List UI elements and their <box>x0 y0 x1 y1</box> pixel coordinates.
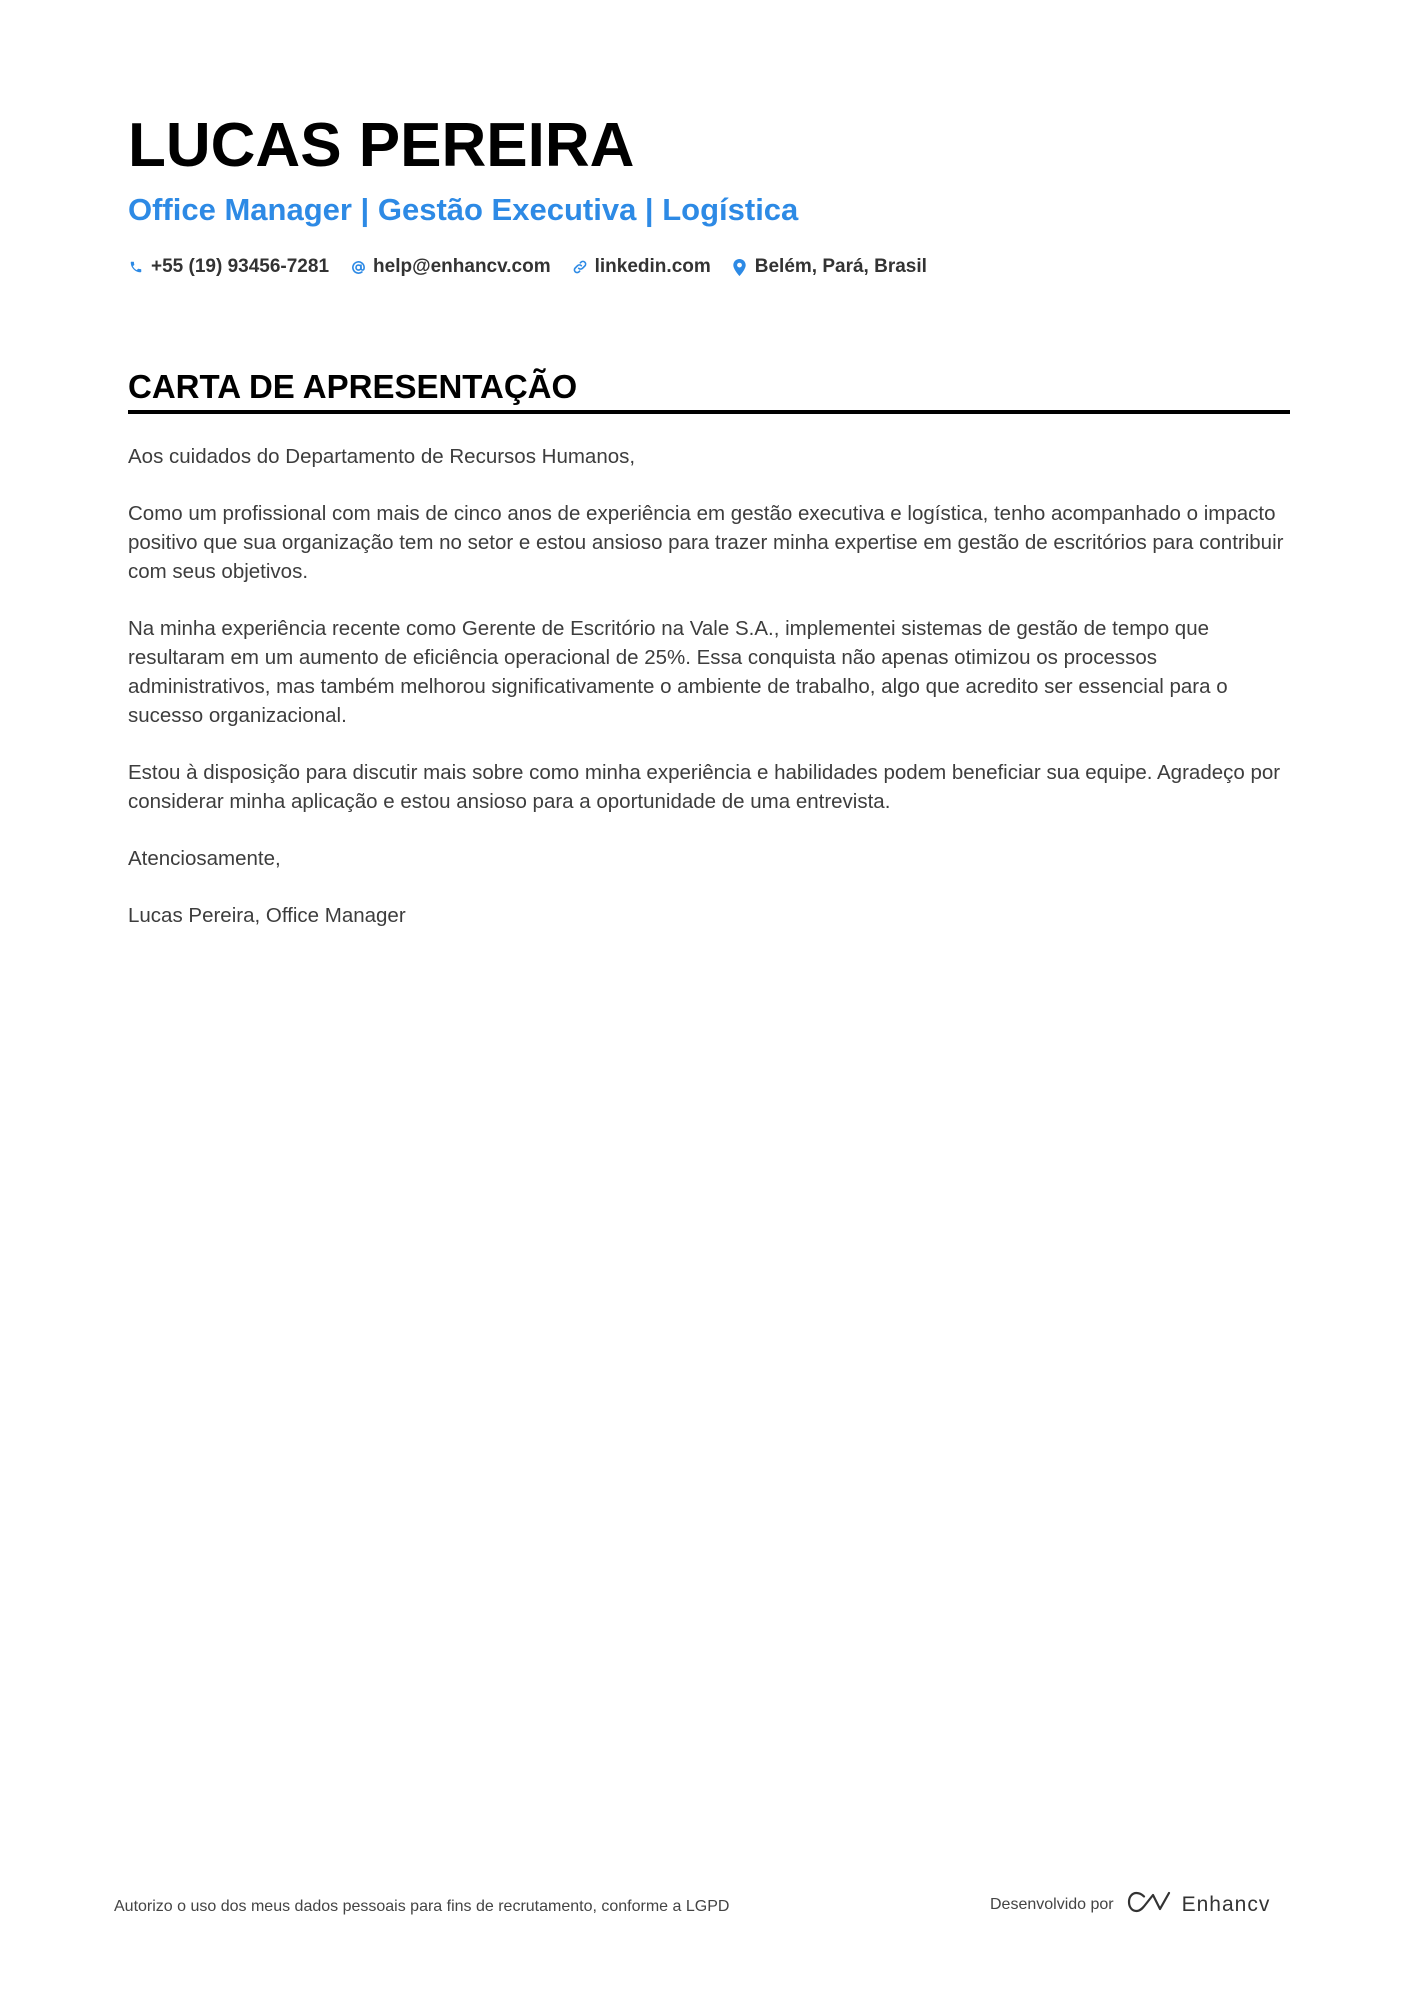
enhancv-logo-icon <box>1126 1890 1172 1919</box>
contact-location-text: Belém, Pará, Brasil <box>754 256 927 277</box>
candidate-headline: Office Manager | Gestão Executiva | Logística <box>128 192 799 227</box>
letter-closing: Atenciosamente, <box>128 847 281 870</box>
location-pin-icon <box>732 258 748 276</box>
consent-note: Autorizo o uso dos meus dados pessoais para fins de recrutamento, conforme a LGPD <box>114 1898 730 1915</box>
letter-paragraph: Na minha experiência recente como Gerente de Escritório na Vale S.A., implementei sistemas de gestão de tempo que resultaram em um aumento de eficiência operacional de 25%. Essa conquista não apenas otimizou os processos administrativos, mas também melhorou significativamente o ambiente de trabalho, algo que acredito ser essencial para o sucesso organizacional. <box>128 617 1228 727</box>
letter-greeting: Aos cuidados do Departamento de Recursos Humanos, <box>128 445 636 468</box>
link-icon <box>572 258 588 276</box>
section-title: CARTA DE APRESENTAÇÃO <box>128 368 578 405</box>
contact-linkedin-text: linkedin.com <box>594 256 711 277</box>
brand-logo <box>1126 1890 1271 1919</box>
section-divider <box>128 410 1290 414</box>
letter-paragraph: Como um profissional com mais de cinco anos de experiência em gestão executiva e logística, tenho acompanhado o impacto positivo que sua organização tem no setor e estou ansioso para trazer minha expertise em gestão de escritórios para contribuir com seus objetivos. <box>128 502 1284 583</box>
phone-icon <box>128 258 144 276</box>
contact-phone <box>128 254 329 280</box>
letter-paragraph: Estou à disposição para discutir mais sobre como minha experiência e habilidades podem beneficiar sua equipe. Agradeço por considerar minha aplicação e estou ansioso para a oportunidade de uma entrevista. <box>128 761 1281 813</box>
brand-name: Enhancv <box>1181 1892 1271 1916</box>
candidate-name: LUCAS PEREIRA <box>128 111 635 180</box>
contact-phone-text: +55 (19) 93456-7281 <box>151 256 330 277</box>
powered-by[interactable] <box>990 1890 1270 1919</box>
at-icon <box>350 258 366 276</box>
contact-email-text: help@enhancv.com <box>373 256 551 277</box>
contact-email[interactable] <box>350 254 551 280</box>
contact-location <box>732 254 927 280</box>
letter-signature: Lucas Pereira, Office Manager <box>128 904 406 927</box>
letter-body <box>128 442 1290 958</box>
contact-bar <box>128 254 927 280</box>
powered-by-label: Desenvolvido por <box>990 1895 1114 1913</box>
contact-linkedin[interactable] <box>572 254 711 280</box>
